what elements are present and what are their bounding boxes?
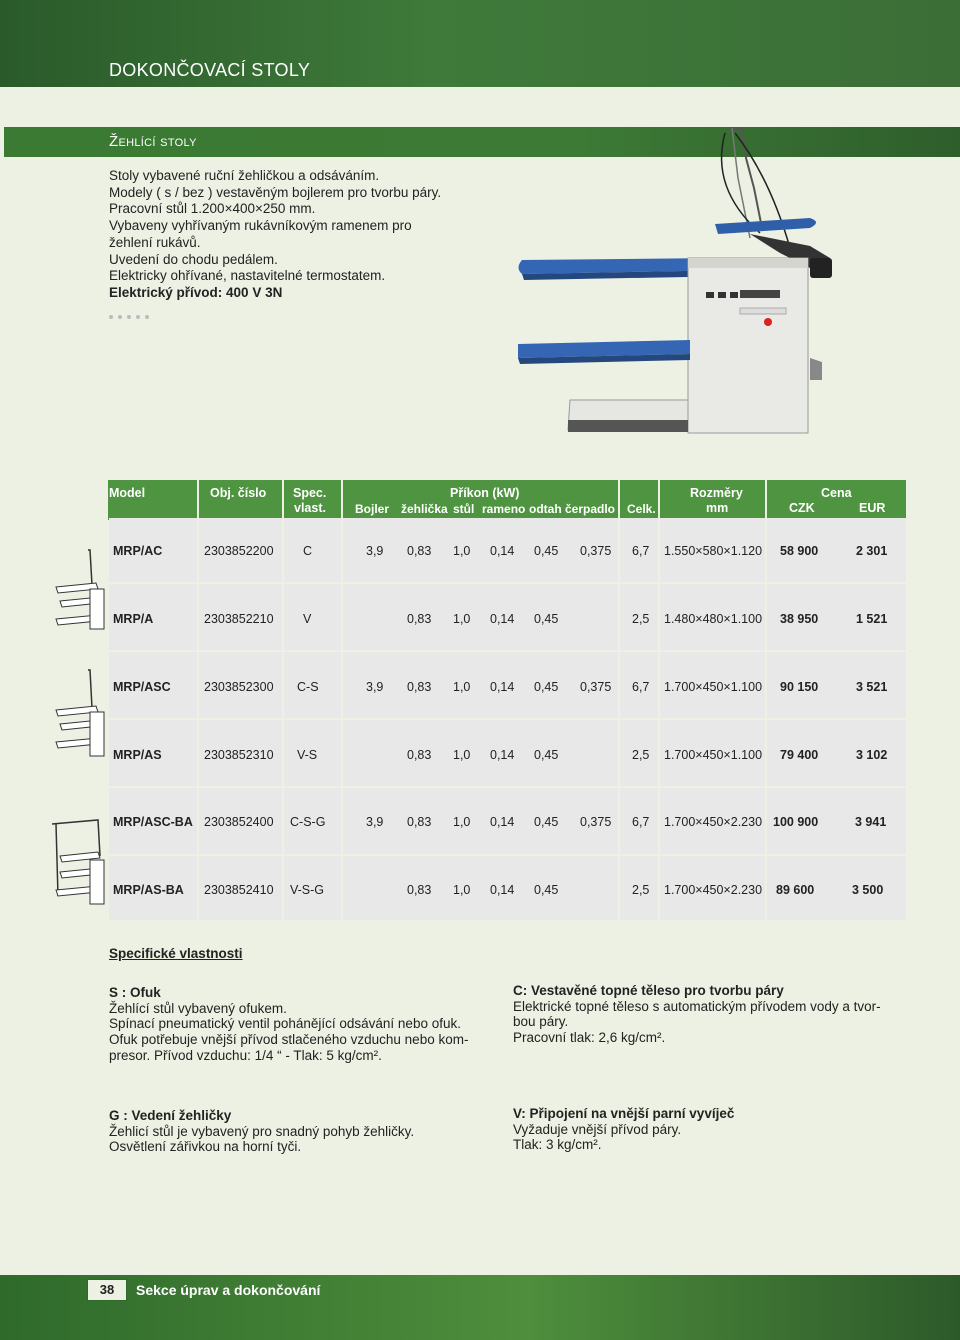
spec-g: [109, 1108, 414, 1155]
header-mm-label: mm: [706, 501, 729, 515]
cell-rozmery: 1.550×580×1.120: [664, 544, 763, 558]
intro-line: Modely ( s / bez ) vestavěným bojlerem pro tvorbu páry.: [109, 184, 442, 200]
cell-celk: 2,5: [632, 612, 650, 626]
col-divider: [197, 518, 199, 920]
cell-bojler: 3,9: [366, 544, 384, 558]
spec-line: Žehlící stůl vybavený ofukem.: [109, 1000, 287, 1016]
cell-eur: 3 521: [856, 680, 888, 694]
spec-line: Pracovní tlak: 2,6 kg/cm².: [513, 1030, 666, 1046]
cell-czk: 89 600: [776, 883, 815, 897]
product-thumbnail-asc-ba: [48, 816, 108, 908]
spec-line: Osvětlení zářivkou na horní tyči.: [109, 1139, 302, 1155]
cell-eur: 3 941: [855, 815, 887, 829]
cell-rameno: 0,14: [490, 883, 515, 897]
col-divider: [658, 518, 660, 920]
cell-zehlicka: 0,83: [407, 748, 432, 762]
cell-rozmery: 1.700×450×1.100: [664, 748, 763, 762]
cell-model: MRP/ASC-BA: [113, 815, 193, 829]
cell-obj: 2303852210: [204, 612, 274, 626]
ironing-table-image: [510, 118, 840, 438]
cell-rameno: 0,14: [490, 748, 515, 762]
section-title: Žehlící stoly: [109, 133, 197, 150]
product-thumbnail-ac: [48, 545, 108, 635]
intro-line: Uvedení do chodu pedálem.: [109, 251, 278, 267]
spec-c: [513, 983, 881, 1046]
spec-v-title: V: Připojení na vnější parní vyvíječ: [513, 1106, 735, 1121]
cell-zehlicka: 0,83: [407, 680, 432, 694]
spec-line: Tlak: 3 kg/cm².: [513, 1137, 602, 1153]
cell-rozmery: 1.700×450×2.230: [664, 883, 763, 897]
cell-stul: 1,0: [453, 612, 471, 626]
spec-line: bou páry.: [513, 1014, 569, 1030]
header-cena-label: Cena: [821, 486, 852, 500]
header-rozmery: [660, 480, 765, 520]
decorative-dots: [109, 306, 154, 324]
cell-stul: 1,0: [453, 748, 471, 762]
header-cena: [767, 480, 906, 520]
cell-celk: 2,5: [632, 883, 650, 897]
cell-odtah: 0,45: [534, 680, 559, 694]
header-rameno: rameno: [482, 502, 526, 516]
cell-spec: C: [303, 544, 313, 558]
row-divider: [109, 786, 906, 788]
page-number: 38: [87, 1279, 127, 1301]
cell-obj: 2303852410: [204, 883, 274, 897]
header-prikon-label: Příkon (kW): [450, 486, 520, 500]
cell-obj: 2303852400: [204, 815, 274, 829]
header-spec-label: Spec.: [293, 486, 327, 500]
spec-line: Vyžaduje vnější přívod páry.: [513, 1121, 682, 1137]
cell-stul: 1,0: [453, 883, 471, 897]
row-divider: [109, 650, 906, 652]
col-divider: [282, 518, 284, 920]
cell-model: MRP/A: [113, 612, 154, 626]
cell-rameno: 0,14: [490, 544, 515, 558]
col-divider: [765, 518, 767, 920]
header-obj: [199, 480, 282, 520]
cell-cerpadlo: 0,375: [580, 815, 612, 829]
header-prikon: [343, 480, 618, 520]
cell-model: MRP/AC: [113, 544, 163, 558]
row-divider: [109, 582, 906, 584]
header-stul: stůl: [453, 502, 475, 516]
cell-celk: 6,7: [632, 815, 650, 829]
cell-stul: 1,0: [453, 680, 471, 694]
header-spec-label: vlast.: [294, 501, 326, 515]
header-obj-label: Obj. číslo: [210, 486, 267, 500]
cell-czk: 58 900: [780, 544, 819, 558]
cell-odtah: 0,45: [534, 883, 559, 897]
spec-g-title: G : Vedení žehličky: [109, 1108, 232, 1123]
cell-model: MRP/AS: [113, 748, 162, 762]
intro-line: Stoly vybavené ruční žehličkou a odsáváním.: [109, 168, 380, 183]
cell-obj: 2303852310: [204, 748, 274, 762]
cell-rozmery: 1.700×450×2.230: [664, 815, 763, 829]
cell-rozmery: 1.480×480×1.100: [664, 612, 763, 626]
product-thumbnail-asc: [48, 668, 108, 760]
cell-czk: 100 900: [773, 815, 819, 829]
intro-power: Elektrický přívod: 400 V 3N: [109, 284, 283, 300]
cell-eur: 3 500: [852, 883, 884, 897]
cell-odtah: 0,45: [534, 544, 559, 558]
cell-cerpadlo: 0,375: [580, 544, 612, 558]
spec-c-title: C: Vestavěné topné těleso pro tvorbu páry: [513, 983, 784, 998]
cell-odtah: 0,45: [534, 748, 559, 762]
header-celk-label: Celk.: [627, 502, 656, 516]
col-divider: [341, 518, 343, 920]
cell-czk: 79 400: [780, 748, 819, 762]
cell-odtah: 0,45: [534, 815, 559, 829]
cell-eur: 1 521: [856, 612, 888, 626]
cell-bojler: 3,9: [366, 815, 384, 829]
cell-rameno: 0,14: [490, 680, 515, 694]
header-model-label: Model: [109, 486, 146, 500]
cell-rameno: 0,14: [490, 815, 515, 829]
top-banner: [0, 0, 960, 87]
cell-cerpadlo: 0,375: [580, 680, 612, 694]
cell-spec: V: [303, 612, 312, 626]
row-divider: [109, 854, 906, 856]
cell-stul: 1,0: [453, 544, 471, 558]
spec-v: [513, 1106, 734, 1153]
footer-section-name: Sekce úprav a dokončování: [136, 1282, 321, 1298]
cell-spec: C-S: [297, 680, 319, 694]
cell-zehlicka: 0,83: [407, 544, 432, 558]
cell-czk: 38 950: [780, 612, 819, 626]
cell-model: MRP/ASC: [113, 680, 171, 694]
spec-line: Elektrické topné těleso s automatickým přívodem vody a tvor-: [513, 998, 881, 1014]
cell-czk: 90 150: [780, 680, 819, 694]
col-divider: [618, 518, 620, 920]
cell-spec: V-S: [297, 748, 318, 762]
intro-line: Elektricky ohřívané, nastavitelné termostatem.: [109, 268, 386, 284]
header-celk: [620, 480, 658, 520]
intro-line: žehlení rukávů.: [109, 234, 201, 250]
header-model: [108, 480, 197, 520]
cell-model: MRP/AS-BA: [113, 883, 184, 897]
intro-line: Pracovní stůl 1.200×400×250 mm.: [109, 201, 316, 217]
specs-heading: Specifické vlastnosti: [109, 946, 243, 961]
header-bojler: Bojler: [355, 502, 390, 516]
page-title: DOKONČOVACÍ STOLY: [109, 60, 311, 80]
header-czk-label: CZK: [789, 501, 815, 515]
header-odtah: odtah: [529, 502, 562, 516]
cell-eur: 3 102: [856, 748, 888, 762]
cell-zehlicka: 0,83: [407, 612, 432, 626]
cell-stul: 1,0: [453, 815, 471, 829]
cell-celk: 2,5: [632, 748, 650, 762]
header-cerpadlo: čerpadlo: [565, 502, 616, 516]
footer-band: [0, 1275, 960, 1340]
cell-rozmery: 1.700×450×1.100: [664, 680, 763, 694]
row-divider: [109, 718, 906, 720]
spec-line: presor. Přívod vzduchu: 1/4 “ - Tlak: 5 kg/cm².: [109, 1047, 382, 1063]
cell-zehlicka: 0,83: [407, 815, 432, 829]
cell-spec: V-S-G: [290, 883, 325, 897]
cell-celk: 6,7: [632, 544, 650, 558]
cell-rameno: 0,14: [490, 612, 515, 626]
header-zehlicka: žehlička: [401, 502, 448, 516]
cell-obj: 2303852300: [204, 680, 274, 694]
spec-line: Žehlicí stůl je vybavený pro snadný pohyb žehličky.: [109, 1123, 415, 1139]
cell-zehlicka: 0,83: [407, 883, 432, 897]
header-eur-label: EUR: [859, 501, 886, 515]
header-rozmery-label: Rozměry: [690, 486, 743, 500]
spec-line: Spínací pneumatický ventil pohánějící odsávání nebo ofuk.: [109, 1016, 461, 1032]
intro-text: [109, 168, 441, 302]
cell-spec: C-S-G: [290, 815, 326, 829]
header-spec: [284, 480, 341, 520]
spec-s: [109, 985, 468, 1064]
spec-line: Ofuk potřebuje vnější přívod stlačeného vzduchu nebo kom-: [109, 1032, 469, 1048]
cell-odtah: 0,45: [534, 612, 559, 626]
cell-eur: 2 301: [856, 544, 888, 558]
cell-bojler: 3,9: [366, 680, 384, 694]
spec-s-title: S : Ofuk: [109, 985, 161, 1000]
cell-obj: 2303852200: [204, 544, 274, 558]
cell-celk: 6,7: [632, 680, 650, 694]
intro-line: Vybaveny vyhřívaným rukávníkovým ramenem pro: [109, 218, 412, 234]
